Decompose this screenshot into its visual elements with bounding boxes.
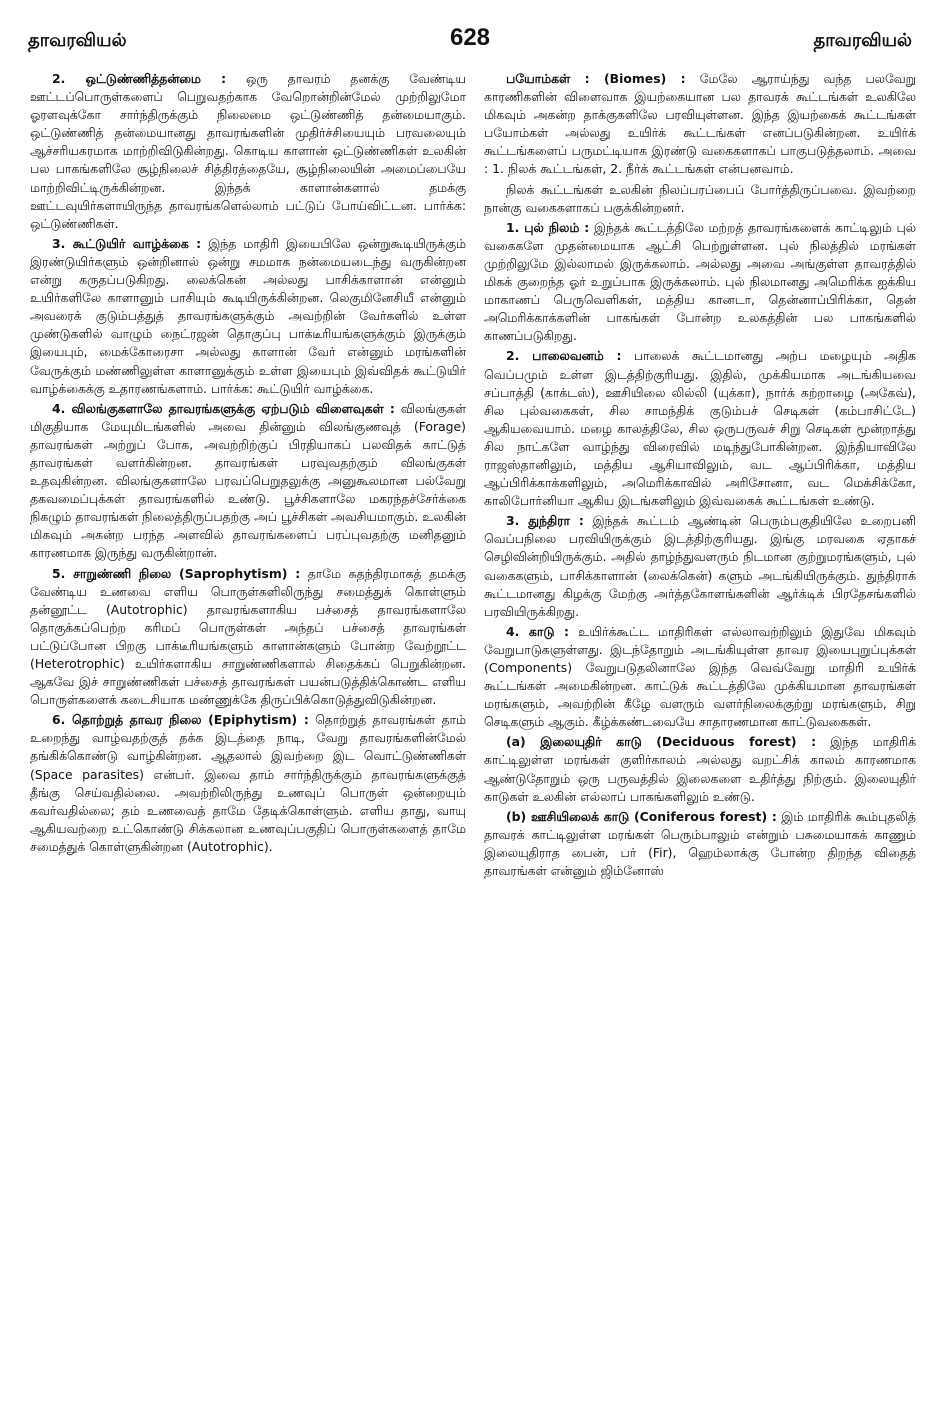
running-title-right: தாவரவியல் — [813, 30, 912, 51]
paragraph-text: இம் மாதிரிக் கூம்புதலித் தாவரக் காட்டிலுள்ள மரங்கள் பெரும்பாலும் என்றும் பசுமையாகக் காணும் இலையுதிராத பைன், பர் (Fir), ஹெம்லாக்கு போன்ற திறந்த விதைத் தாவரங்கள் என்னும் ஜிம்னோஸ் — [484, 808, 916, 879]
paragraph — [484, 181, 916, 217]
paragraph — [484, 808, 916, 880]
paragraph-text: இந்த மாதிரி இயைபிலே ஒன்றுகூடியிருக்கும் இரண்டுயிர்களும் ஒன்றினால் ஒன்று சமமாக நன்மையடைந்து வருகின்றன என்று கருதப்படுகிறது. லைக்கென் அல்லது பாசிக்காளான் என்னும் உயிர்களிலே காளானும் பாசியும் கூடியிருக்கின்றன. லெகுமினேசியீ என்னும் அவரைக் குடும்பத்துத் தாவரங்களுக்கும் அவற்றின் வேர்களில் உள்ள முண்டுகளில் வாழும் நைட்ரஜன் தொகுப்பு பாக்டீரியங்களுக்கும் இருக்கும் இயைபும், மைக்கோரைசா அல்லது காளான் வேர் என்னும் மரங்களின் வேருக்கும் மண்ணிலுள்ள காளானுக்கும் உள்ள இயைபும் இவ்விதக் கூட்டுயிர் வாழ்க்கைக்கு உதாரணங்களாம். பார்க்க: கூட்டுயிர் வாழ்க்கை. — [30, 235, 466, 396]
paragraph — [484, 347, 916, 510]
paragraph-heading: (a) இலையுதிர் காடு (Deciduous forest) : — [506, 734, 817, 750]
left-column — [30, 70, 466, 1400]
paragraph-heading: 2. பாலைவனம் : — [506, 348, 622, 364]
paragraph — [484, 623, 916, 732]
paragraph — [484, 512, 916, 621]
paragraph-text: விலங்குகள் மிகுதியாக மேயுமிடங்களில் அவை தின்னும் விலங்குணவுத் (Forage) தாவரங்கள் அற்றுப் போக, அவற்றிற்குப் பிரதியாகப் பலவிதக் காட்டுத் தாவரங்கள் வளர்கின்றன. தாவரங்கள் பரவுவதற்கும் விலங்குகள் உதவுகின்றன. விலங்குகளாலே பரவப்பெறுதலுக்கு அனுகூலமான பல்வேறு தகவமைப்புக்கள் தாவரங்களில் உண்டு. பூச்சிகளாலே மகரந்தச்சேர்க்கை நிகழும் தாவரங்கள் நிலைத்திருப்பதற்கு அப் பூச்சிகள் அவசியமாகும். உலகின் மிகவும் அகன்ற பரந்த அளவில் தாவரங்களைப் பரப்புவதற்கு மனிதனும் காரணமாக இருந்து வருகின்றான். — [30, 400, 466, 561]
paragraph-heading: 5. சாறுண்ணி நிலை (Saprophytism) : — [52, 565, 301, 581]
paragraph — [30, 70, 466, 233]
running-title-left: தாவரவியல் — [28, 30, 127, 51]
paragraph-heading: (b) ஊசியிலைக் காடு (Coniferous forest) : — [506, 808, 777, 824]
paragraph — [484, 733, 916, 805]
paragraph-text: மேலே ஆராய்ந்து வந்த பலவேறு காரணிகளின் விளைவாக இயற்கையான பல தாவரக் கூட்டங்கள் உலகிலே மிகவும் அகன்ற தாக்குகளிலே பரவியுள்ளன. இந்த இயற்கைக் கூட்டங்கள் பயோம்கள் அல்லது உயிர்க் கூட்டங்கள் எனப்படுகின்றன. உயிர்க் கூட்டங்களைப் பருமட்டியாக இரண்டு வகைகளாகப் பாகுபடுத்தலாம். அவை : 1. நிலக் கூட்டங்கள், 2. நீர்க் கூட்டங்கள் என்பனவாம். — [484, 71, 916, 177]
paragraph-heading: 2. ஒட்டுண்ணித்தன்மை : — [52, 71, 227, 86]
paragraph-text: ஒரு தாவரம் தனக்கு வேண்டிய ஊட்டப்பொருள்களைப் பெறுவதற்காக வேறொன்றின்மேல் முற்றிலுமோ ஓரளவுக்கோ சார்ந்திருக்கும் நிலைமை ஒட்டுண்ணித் தன்மையாகும். ஒட்டுண்ணித் தன்மையானது தாவரங்களின் முதிர்ச்சியையும் பரவலையும் ஆச்சரியகரமாக மாற்றிவிடுகின்றது. கொடிய காளான் ஒட்டுண்ணிகள் உலகின் பல பாகங்களிலே சூழ்நிலைச் சித்திரத்தையே, சூழ்நிலையின் அமைப்பையே மாற்றிவிட்டிருக்கின்றன. இந்தக் காளான்களால் தமக்கு ஊட்டவுயிர்களாயிருந்த தாவரங்களெல்லாம் பட்டுப் போய்விட்டன. பார்க்க: ஒட்டுண்ணிகள். — [30, 71, 466, 231]
paragraph-heading: 6. தொற்றுத் தாவர நிலை (Epiphytism) : — [52, 712, 309, 728]
right-column — [484, 70, 916, 1400]
paragraph — [30, 565, 466, 710]
paragraph-heading: பயோம்கள் : (Biomes) : — [506, 71, 686, 86]
paragraph-heading: 3. துந்திரா : — [506, 513, 584, 529]
paragraph-heading: 3. கூட்டுயிர் வாழ்க்கை : — [52, 235, 202, 251]
paragraph — [484, 70, 916, 179]
paragraph — [484, 219, 916, 346]
paragraph — [30, 400, 466, 563]
paragraph-text: தொற்றுத் தாவரங்கள் தாம் உறைந்து வாழ்வதற்குத் தக்க இடத்தை நாடி, வேறு தாவரங்களின்மேல் தங்கிக்கொண்டு வாழ்கின்றன. ஆதலால் இவற்றை இட வொட்டுண்ணிகள் (Space parasites) என்பர். இவை தாம் சார்ந்திருக்கும் தாவரங்களுக்குத் தீங்கு செய்வதில்லை. அவற்றிலிருந்து உணவுப் பொருள் ஒன்றையும் கவர்வதில்லை; தம் உணவைத் தாமே தேடிக்கொள்ளும். எளிய தாது, வாயு ஆகியவற்றை உட்கொண்டு சிக்கலான உணவுப்பகுதிப் பொருள்களைத் தாமே சமைத்துக் கொள்ளுகின்றன (Autotrophic). — [30, 712, 466, 854]
paragraph-heading: 1. புல் நிலம் : — [506, 219, 590, 235]
paragraph-text: தாமே சுதந்திரமாகத் தமக்கு வேண்டிய உணவை எளிய பொருள்களிலிருந்து சமைத்துக் கொள்ளும் தன்னூட்ட (Autotrophic) தாவரங்களாகிய பச்சைத் தாவரங்களாலே தொகுக்கப்பெற்ற கரிமப் பொருள்கள் அந்தப் பச்சைத் தாவரங்கள் பட்டுப்போன பிறகு பாக்டீரியங்களும் காளான்களும் போன்ற வேற்றூட்ட (Heterotrophic) உயிர்களாகிய சாறுண்ணிகளால் சிதைக்கப் பெறுகின்றன. ஆகவே இச் சாறுண்ணிகள் பச்சைத் தாவரங்கள் பயன்படுத்திக்கொண்ட எளிய பொருள்களைக் கடைசியாக மண்ணுக்கே திருப்பிக்கொடுத்துவிடுகின்றன. — [30, 565, 466, 708]
paragraph-text: இந்த மாதிரிக் காட்டிலுள்ள மரங்கள் குளிர்காலம் அல்லது வறட்சிக் காலம் காரணமாக ஆண்டுதோறும் ஒரு பருவத்தில் இலைகளை உதிர்த்து நிற்கும். இலையுதிர் காடுகள் உலகின் எல்லாப் பாகங்களிலும் உண்டு. — [484, 734, 916, 804]
paragraph — [30, 235, 466, 398]
paragraph-text: இந்தக் கூட்டம் ஆண்டின் பெரும்பகுதியிலே உறைபனி வெப்பநிலை பரவியிருக்கும் இடத்திற்குரியது. இங்கு மரவகை ஏதாகச் செழிவின்றியிருக்கும். அதில் தாழ்ந்துவளரும் நிடமான குற்றுமரங்களும், புல் வகைகளும், பாசிக்காளான் (லைக்கென்) களும் அடங்கியிருக்கும். துந்திராக் கூட்டமானது கிழக்கு மேற்கு அர்த்தகோளங்களின் ஆர்க்டிக் பிரதேசங்களில் பரவியிருக்கிறது. — [484, 513, 916, 619]
paragraph-heading: 4. காடு : — [506, 623, 569, 639]
paragraph-text: இந்தக் கூட்டத்திலே மற்றத் தாவரங்களைக் காட்டிலும் புல் வகைகளே முதன்மையாக ஆட்சி பெற்றுள்ளன. புல் நிலத்தில் மரங்கள் முற்றிலுமே இல்லாமல் இருக்கலாம். அல்லது அவை அங்குள்ள தாவரத்தில் மிகக் குறைந்த ஓர் உறுப்பாக இருக்கலாம். புல் நிலமானது அமெரிக்க ஐக்கிய மாகாணப் பெருவெளிகள், மத்திய கானடா, தென்னாப்பிரிக்கா, தென் அமெரிக்காக்களின் பாகங்கள் போன்ற உலகத்தின் பல பாகங்களில் காணப்படுகிறது. — [484, 219, 916, 344]
paragraph-text: நிலக் கூட்டங்கள் உலகின் நிலப்பரப்பைப் போர்த்திருப்பவை. இவற்றை நான்கு வகைகளாகப் பகுக்கின்றனர். — [484, 181, 916, 215]
page-header — [28, 24, 912, 64]
paragraph-heading: 4. விலங்குகளாலே தாவரங்களுக்கு ஏற்படும் விளைவுகள் : — [52, 400, 395, 416]
paragraph-text: பாலைக் கூட்டமானது அற்ப மழையும் அதிக வெப்பமும் உள்ள இடத்திற்குரியது. இதில், முக்கியமாக அடங்கியவை சப்பாத்தி (காக்டஸ்), ஊசியிலை லில்லி (யுக்கா), நார்க் கற்றாழை (அகேவ்), சில புல்வகைகள், சில சாமந்திக் குடும்பச் செடிகள் (கம்பாசிட்டே) ஆகியவையாம். மழை காலத்திலே, சில ஒருபருவச் சிறு செடிகள் மூன்றாத்து சில நாட்களே வாழ்ந்து விரைவில் மடிந்துபோகின்றன. இந்தியாவிலே ராஜஸ்தானிலும், மத்திய ஆசியாவிலும், வட ஆப்பிரிக்கா, மத்திய ஆப்பிரிக்காக்களிலும், அமெரிக்காவில் அரிசோனா, வட மெக்சிக்கோ, காலிபோர்னியா ஆகிய இடங்களிலும் இவ்வகைக் கூட்டங்கள் உண்டு. — [484, 348, 916, 509]
paragraph-text: உயிர்க்கூட்ட மாதிரிகள் எல்லாவற்றிலும் இதுவே மிகவும் வேறுபாடுகளுள்ளது. இடந்தோறும் அடங்கியுள்ள தாவர இயைபுறுப்புக்கள் (Components) வேறுபடுதலினாலே இந்த வெவ்வேறு மாதிரி உயிர்க் கூட்டங்கள் அமைகின்றன. காட்டுக் கூட்டத்திலே முக்கியமான தாவரங்கள் மரங்களும், அவற்றின் கீழே வளரும் வளர்நிலைக்குற்று மரங்களும், சிறு செடிகளும் ஆகும். கீழ்க்கண்டவையே சாதாரணமான காட்டுவகைகள். — [484, 623, 916, 730]
paragraph — [30, 711, 466, 856]
page-number: 628 — [449, 24, 491, 51]
